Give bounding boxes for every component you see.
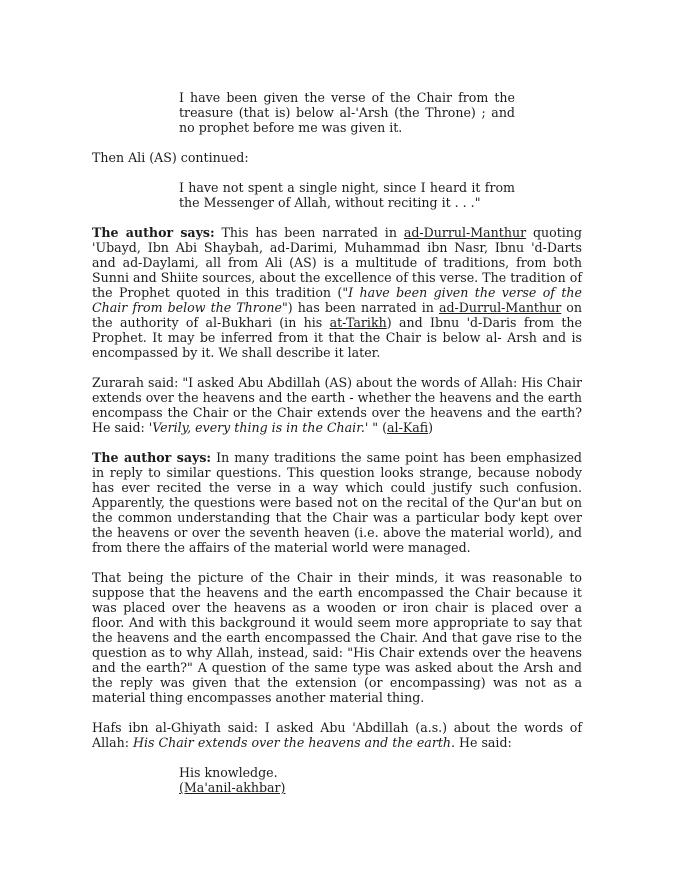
para-author-says-2: [92, 450, 582, 555]
quote-chair-treasure: [179, 90, 515, 135]
para-zurarah: [92, 375, 582, 435]
para-hafs: [92, 720, 582, 750]
text-segment: ): [428, 420, 434, 435]
text-segment: His Chair extends over the heavens and the earth: [133, 735, 452, 750]
text-segment: The author says:: [92, 225, 215, 240]
text-segment: This has been narrated in: [214, 225, 404, 240]
text-segment: on the authority of al-Bukhari (in his: [92, 300, 582, 330]
text-segment: quoting 'Ubayd, Ibn Abi Shaybah, ad-Darimi, Muhammad ibn Nasr, Ibnu 'd-Darts and ad-Daylami, all from Ali (AS) is a multitude of traditions, from both Sunni and Shiite sources, about the excellence of this verse. The tradition of the Prophet quoted in this tradition (": [92, 225, 582, 300]
para-then-ali-continued: [92, 150, 582, 165]
text-segment: I have not spent a single night, since I heard it from the Messenger of Allah, without reciting it . . .": [179, 180, 515, 210]
text-segment: I have been given the verse of the Chair from the treasure (that is) below al-'Arsh (the Throne) ; and no prophet before me was given it.: [179, 90, 515, 135]
text-segment: Zurarah said: "I asked Abu Abdillah (AS) about the words of Allah: His Chair extends over the heavens and the earth - whether the heavens and the earth encompass the Chair or the Chair extends over the heavens and the earth? He said:: [92, 375, 582, 435]
text-segment: . He said:: [451, 735, 512, 750]
para-author-says-1: [92, 225, 582, 360]
text-segment: at-Tarikh: [329, 315, 387, 330]
text-segment: That being the picture of the Chair in their minds, it was reasonable to suppose that the heavens and the earth encompassed the Chair because it was placed over the heavens as a wooden or iron chair is placed over a floor. And with this background it would seem more appropriate to say that the heavens and the earth encompassed the Chair. And that gave rise to the question as to why Allah, instead, said: "His Chair extends over the heavens and the earth?" A question of the same type was asked about the Arsh and the reply was given that the extension (or encompassing) was not as a material thing encompasses another material thing.: [92, 570, 582, 705]
text-segment: Hafs ibn al-Ghiyath said: I asked Abu 'Abdillah (a.s.) about the words of Allah:: [92, 720, 582, 750]
text-segment: His knowledge.: [179, 765, 278, 780]
text-segment: (: [378, 420, 388, 435]
text-segment: al-Kafi: [387, 420, 429, 435]
text-segment: The author says:: [92, 450, 212, 465]
text-segment: I have been given the verse of the Chair from below the Throne: [92, 285, 582, 315]
text-segment: ad-Durrul-Manthur: [438, 300, 562, 315]
text-segment: In many traditions the same point has been emphasized in reply to similar questions. This question looks strange, because nobody has ever recited the verse in a way which could justify such confusion. Apparently, the questions were based not on the recital of the Qur'an but on the common understanding that the Chair was a particular body kept over the heavens or over the seventh heaven (i.e. above the material world), and from there the affairs of the material world were managed.: [92, 450, 582, 555]
quote-his-knowledge: [179, 765, 515, 795]
text-segment: ") has been narrated in: [281, 300, 439, 315]
text-segment: ad-Durrul-Manthur: [403, 225, 527, 240]
text-segment: ) and Ibnu 'd-Daris from the Prophet. It may be inferred from it that the Chair is below al- Arsh and is encompassed by it. We shall describe it later.: [92, 315, 582, 360]
text-segment: (Ma'anil-akhbar): [179, 780, 286, 795]
para-chair-picture: [92, 570, 582, 705]
text-segment: 'Verily, every thing is in the Chair.' ": [148, 420, 379, 435]
quote-single-night: [179, 180, 515, 210]
text-segment: Then Ali (AS) continued:: [92, 150, 249, 165]
